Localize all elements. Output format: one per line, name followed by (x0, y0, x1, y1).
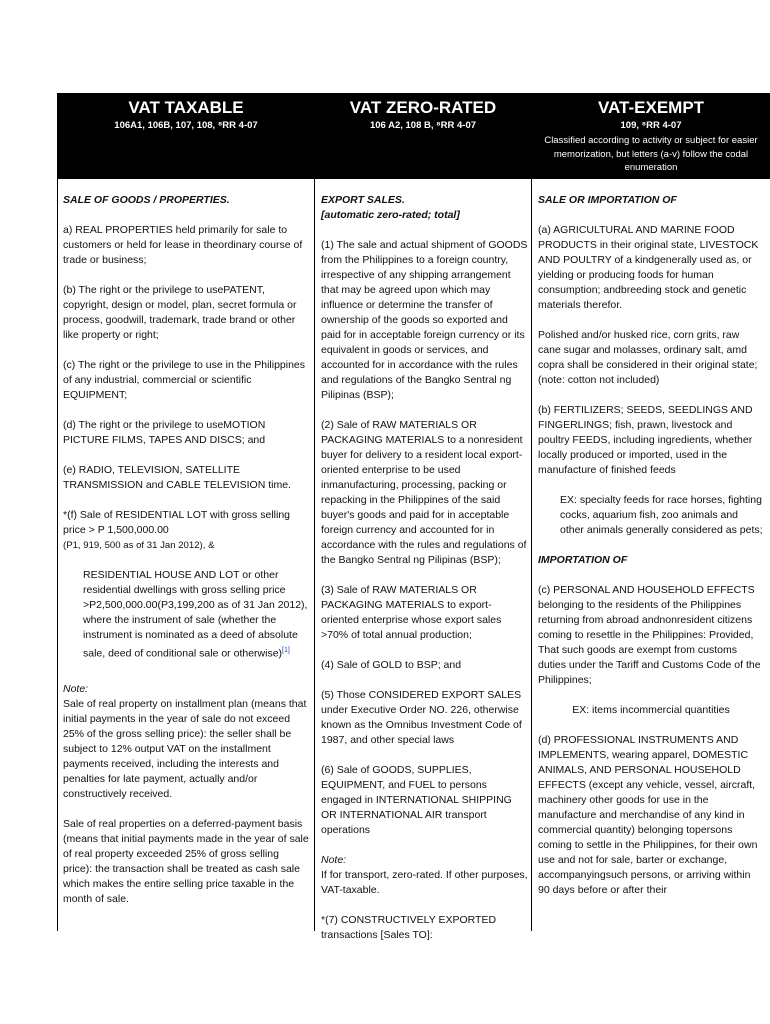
column-vat-taxable (63, 193, 309, 930)
col2-item-2: (2) Sale of RAW MATERIALS OR PACKAGING MATERIALS to a nonresident buyer for delivery to a resident local export-oriented enterprise to be used inmanufacturing, processing, packing or repacking in the Philippines of the said buyer's goods and paid for in acceptable foreign currency and accounted for in accordance with the rules and regulations of the Bangko Sentral ng Pilipinas (BSP); (321, 419, 527, 566)
col1-heading: SALE OF GOODS / PROPERTIES. (63, 194, 230, 206)
col3-subtitle: 109, ⁸RR 4-07 (620, 120, 682, 131)
col2-heading: EXPORT SALES. (321, 194, 405, 206)
column-vat-exempt (538, 193, 764, 930)
col1-item-f-house (63, 568, 309, 662)
col1-item-c: (c) The right or the privilege to use in the Philippines of any industrial, commercial or scientific EQUIPMENT; (63, 359, 306, 401)
column-vat-zero-rated (321, 193, 529, 941)
col3-item-d: (d) PROFESSIONAL INSTRUMENTS AND IMPLEMENTS, wearing apparel, DOMESTIC ANIMALS, AND PERSONAL HOUSEHOLD EFFECTS (except any vehicle, vessel, aircraft, machinery other goods for use in the manufacture and merchandise of any kind in commercial quantity) belonging topersons coming to settle in the Philippines, for their own use and not for sale, barter or exchange, accompanyingsuch persons, or arriving within 90 days before or after their (538, 734, 758, 896)
col1-note-1: Sale of real property on installment plan (means that initial payments in the year of sale do not exceed 25% of the gross selling price): the seller shall be subject to 12% output VAT on the installment payments received, including the interests and penalties for late payment, actually and/or constructively received. (63, 697, 307, 800)
col1-item-a: a) REAL PROPERTIES held primarily for sale to customers or held for lease in theordinary course of trade or business; (63, 224, 303, 266)
col1-item-f-note: (P1, 919, 500 as of 31 Jan 2012), & (63, 540, 215, 551)
column-divider (314, 94, 315, 931)
col2-note-label (321, 853, 529, 868)
column-divider (531, 94, 532, 931)
col2-subheading: [automatic zero-rated; total] (321, 209, 460, 221)
col3-heading: SALE OR IMPORTATION OF (538, 194, 677, 206)
col2-item-3: (3) Sale of RAW MATERIALS OR PACKAGING MATERIALS to export-oriented enterprise whose export sales >70% of total annual production; (321, 584, 502, 641)
col1-note-2: Sale of real properties on a deferred-payment basis (means that initial payments made in the year of sale of real property exceeded 25% of gross selling price): the transaction shall be treated as cash sale which makes the entire selling price taxable in the month of sale. (63, 817, 309, 905)
col1-item-e: (e) RADIO, TELEVISION, SATELLITE TRANSMISSION and CABLE TELEVISION time. (63, 464, 291, 491)
col3-title: VAT-EXEMPT (597, 98, 705, 117)
col1-title: VAT TAXABLE (128, 98, 244, 117)
header-vat-zero-rated (315, 94, 531, 178)
col2-subtitle: 106 A2, 108 B, ⁸RR 4-07 (369, 120, 477, 131)
col3-heading-importation: IMPORTATION OF (538, 554, 628, 566)
col3-item-c-example: EX: items incommercial quantities (572, 704, 730, 716)
footnote-link[interactable]: [1] (282, 647, 290, 654)
col3-item-a-note: Polished and/or husked rice, corn grits, raw cane sugar and molasses, ordinary salt, amd copra shall be considered in their original state; (note: cotton not included) (538, 329, 758, 386)
col3-item-a: (a) AGRICULTURAL AND MARINE FOOD PRODUCTS in their original state, LIVESTOCK AND POULTRY of a kindgenerally used as, or yielding or producing foods for human consumption; andbreeding stock and genetic materials therefor. (538, 224, 759, 311)
header-vat-taxable (58, 94, 314, 178)
col1-item-f: *(f) Sale of RESIDENTIAL LOT with gross selling price > P 1,500,000.00 (63, 509, 290, 536)
col2-note-label-text: Note: (321, 854, 347, 866)
col2-item-4: (4) Sale of GOLD to BSP; and (321, 659, 462, 671)
col2-item-5: (5) Those CONSIDERED EXPORT SALES under Executive Order NO. 226, otherwise known as the Omnibus Investment Code of 1987, and other special laws (321, 689, 522, 746)
col1-subtitle: 106A1, 106B, 107, 108, ⁸RR 4-07 (114, 120, 258, 131)
col1-note-label (63, 682, 309, 697)
col1-item-d: (d) The right or the privilege to useMOTION PICTURE FILMS, TAPES AND DISCS; and (63, 419, 266, 446)
col1-note-label-text: Note: (63, 682, 89, 695)
col2-item-6: (6) Sale of GOODS, SUPPLIES, EQUIPMENT, and FUEL to persons engaged in INTERNATIONAL SHIPPING OR INTERNATIONAL AIR transport operations (321, 764, 512, 836)
header-vat-exempt (532, 94, 770, 178)
col3-item-b-example: EX: specialty feeds for race horses, fighting cocks, aquarium fish, zoo animals and other animals generally considered as pets; (560, 494, 763, 536)
col2-note: If for transport, zero-rated. If other purposes, VAT-taxable. (321, 869, 528, 896)
col2-item-7: *(7) CONSTRUCTIVELY EXPORTED transactions [Sales TO]: (321, 914, 497, 941)
header-divider (58, 178, 770, 179)
table-header (58, 94, 770, 178)
col3-item-c: (c) PERSONAL AND HOUSEHOLD EFFECTS belonging to the residents of the Philippines returning from abroad andnonresident citizens coming to resettle in the Philippines: Provided, That such goods are exempt from customs duties under the Tariff and Customs Code of the Philippines; (538, 584, 761, 686)
col1-item-f-house-text: RESIDENTIAL HOUSE AND LOT or other residential dwellings with gross selling price >P2,500,000.00(P3,199,200 as of 31 Jan 2012), where the instrument of sale (whether the instrument is nominated as a deed of absolute sale, deed of conditional sale or otherwise) (83, 569, 308, 660)
vat-comparison-table (57, 93, 770, 941)
col2-title: VAT ZERO-RATED (349, 98, 497, 117)
col3-item-b: (b) FERTILIZERS; SEEDS, SEEDLINGS AND FINGERLINGS; fish, prawn, livestock and poultry FEEDS, including ingredients, whether locally produced or imported, used in the manufacture of finished feeds (538, 404, 753, 476)
col1-item-b: (b) The right or the privilege to usePATENT, copyright, design or model, plan, secret formula or process, goodwill, trademark, trade brand or other like property or right; (63, 284, 297, 341)
col2-item-1: (1) The sale and actual shipment of GOODS from the Philippines to a foreign country, irrespective of any shipping arrangement that may be agreed upon which may influence or determine the transfer of ownership of the goods so exported and paid for in acceptable foreign currency or its equivalent in goods or services, and accounted for in accordance with the rules and regulations of the Bangko Sentral ng Pilipinas (BSP); (321, 239, 528, 401)
col3-header-note: Classified according to activity or subject for easier memorization, but letters (a-v) follow the codal enumeration (544, 135, 758, 173)
